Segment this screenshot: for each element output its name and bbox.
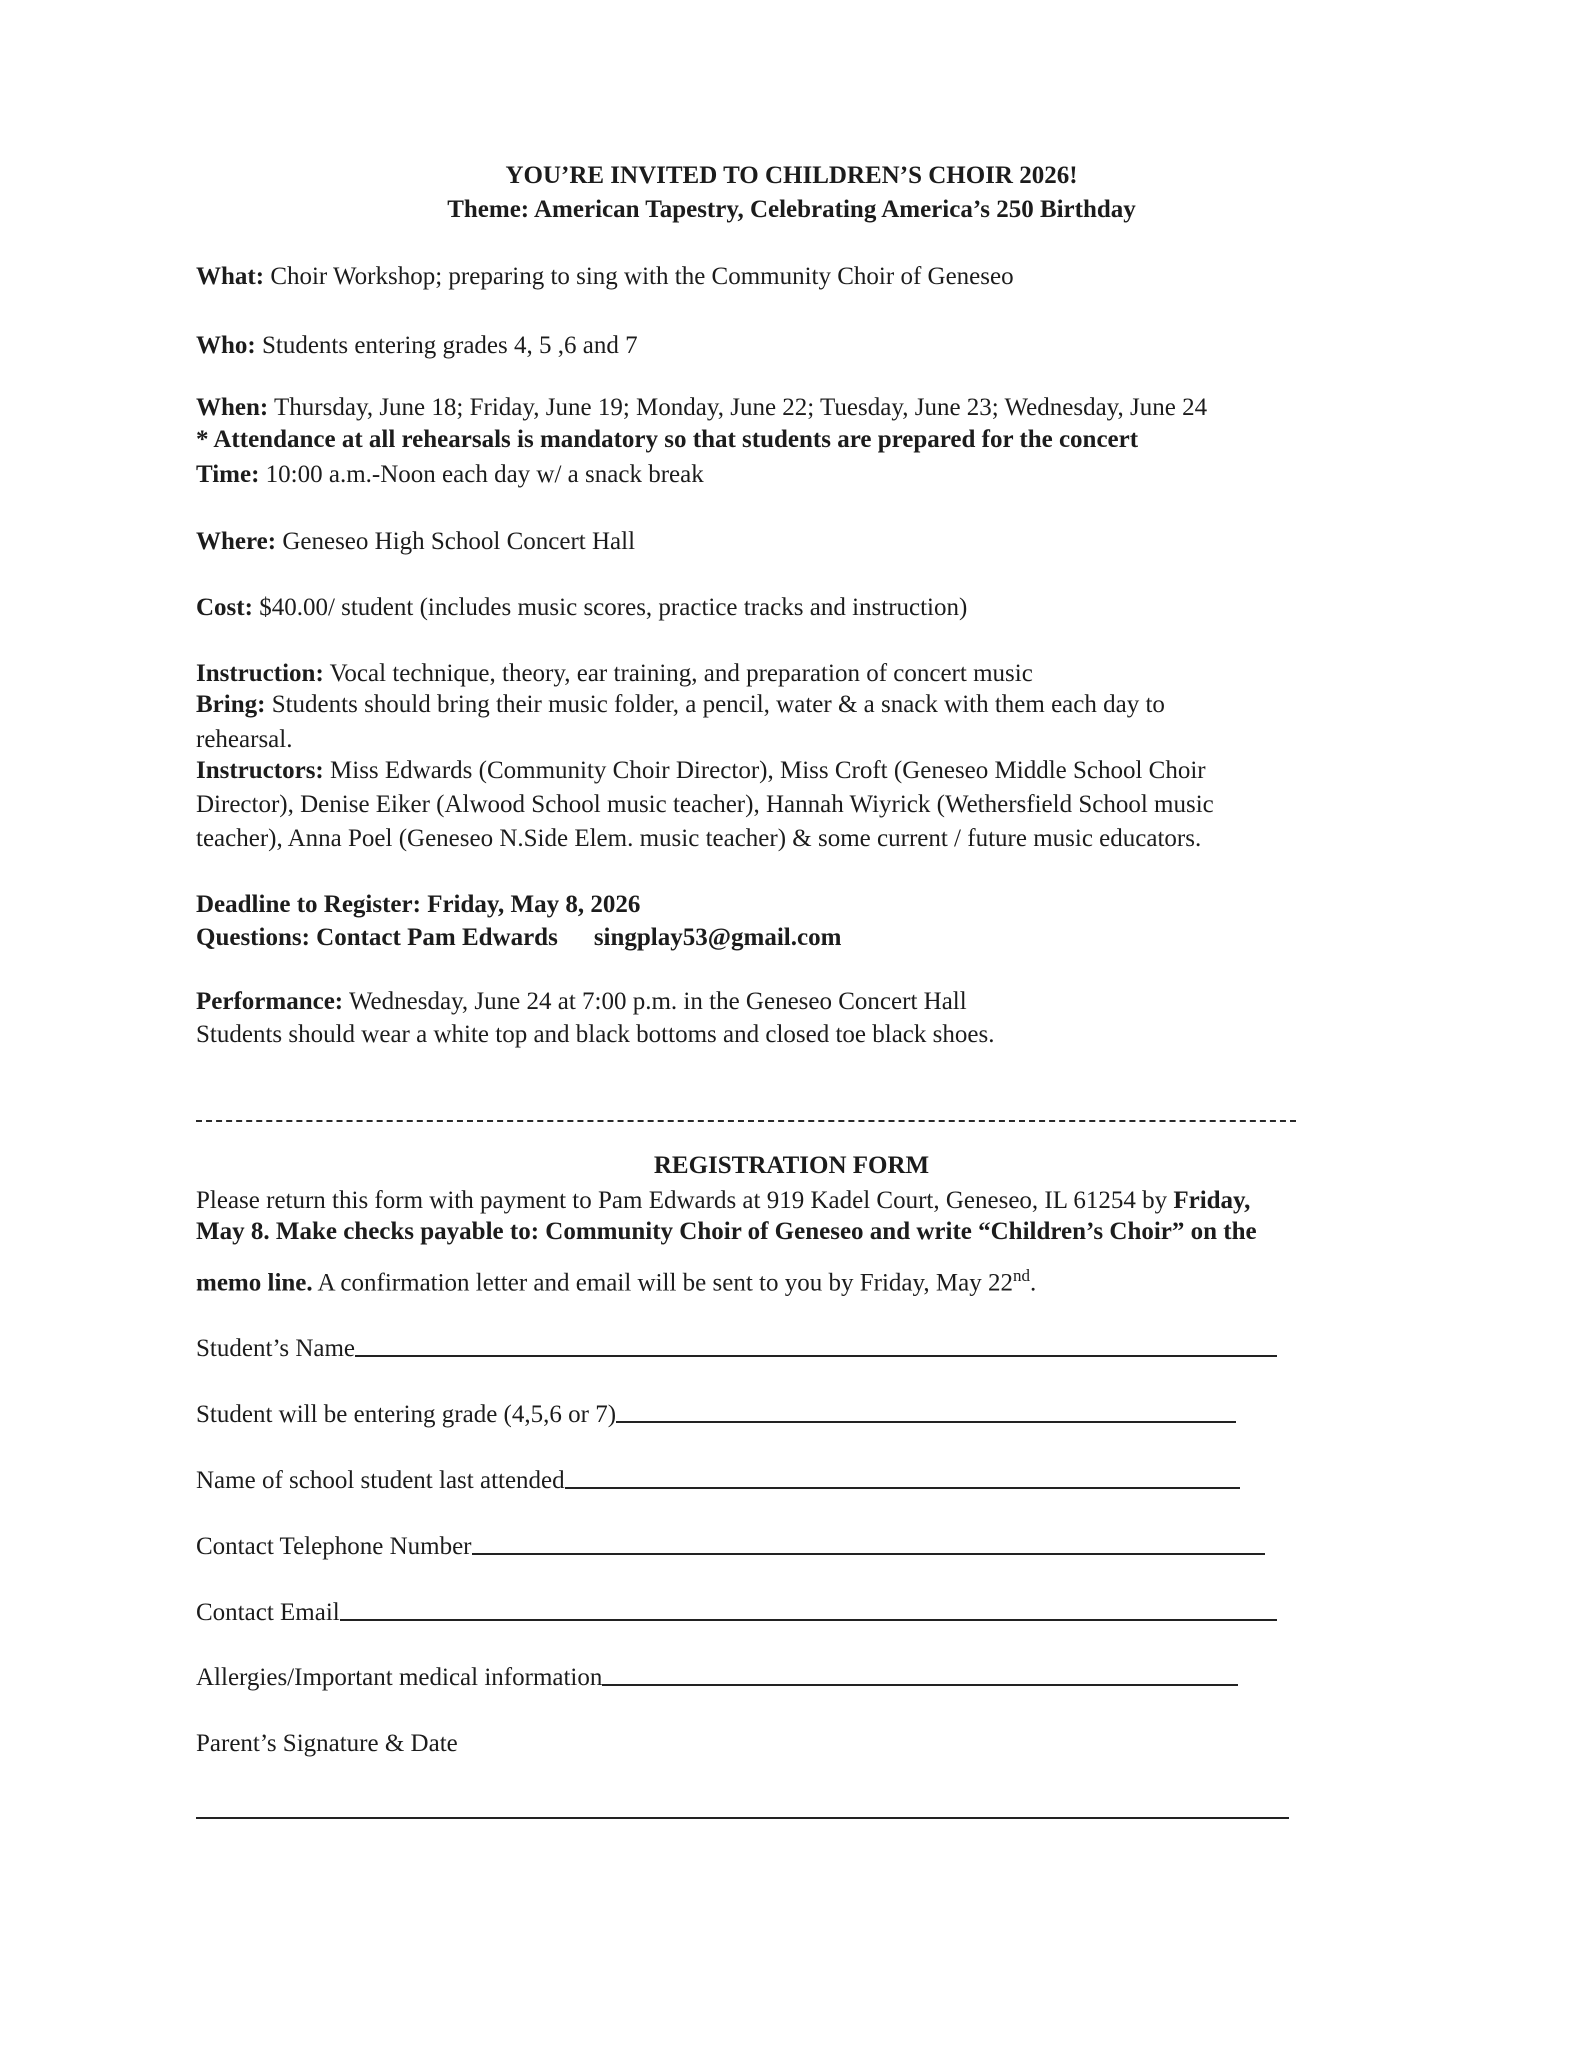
registration-instructions-1 [196,1187,1250,1215]
where-text: Geneseo High School Concert Hall [276,528,636,555]
registration-title: REGISTRATION FORM [653,1152,930,1179]
instructors-line [196,757,1206,785]
phone-label: Contact Telephone Number [196,1533,472,1560]
what-text: Choir Workshop; preparing to sing with the Community Choir of Geneseo [264,263,1014,290]
where-line [196,528,635,556]
instructors-line-3: teacher), Anna Poel (Geneseo N.Side Elem. music teacher) & some current / future music educators. [196,825,1202,852]
instruction-text: Vocal technique, theory, ear training, and preparation of concert music [323,660,1033,687]
cut-line-divider [196,1120,1296,1122]
grade-label: Student will be entering grade (4,5,6 or 7) [196,1401,617,1428]
cost-line [196,594,967,622]
registration-instr-1a: Please return this form with payment to Pam Edwards at 919 Kadel Court, Geneseo, IL 61254 by [196,1187,1174,1214]
registration-instr-3c: nd [1012,1266,1030,1285]
registration-instr-3b: A confirmation letter and email will be sent to you by Friday, May 22 [312,1269,1013,1297]
email-line[interactable] [340,1619,1277,1621]
registration-instr-3d: . [1029,1269,1037,1297]
what-label: What: [196,263,265,290]
allergies-label: Allergies/Important medical information [196,1664,603,1691]
student-name-line[interactable] [355,1355,1277,1357]
phone-field[interactable] [196,1533,1265,1561]
signature-label: Parent’s Signature & Date [196,1730,458,1757]
questions-line [196,924,841,952]
grade-field[interactable] [196,1401,1236,1429]
registration-instructions-2: May 8. Make checks payable to: Community Choir of Geneseo and write “Children’s Choir” on the [196,1218,1257,1245]
registration-instructions-3 [196,1266,1036,1297]
instruction-label: Instruction: [196,660,324,687]
email-label: Contact Email [196,1599,340,1626]
allergies-field[interactable] [196,1664,1238,1692]
instructors-line-2: Director), Denise Eiker (Alwood School music teacher), Hannah Wiyrick (Wethersfield School music [196,791,1214,818]
time-label: Time: [196,461,260,488]
student-name-field[interactable] [196,1335,1277,1363]
page-theme: Theme: American Tapestry, Celebrating America’s 250 Birthday [447,196,1136,223]
when-text: Thursday, June 18; Friday, June 19; Monday, June 22; Tuesday, June 23; Wednesday, June 24 [268,394,1208,421]
student-name-label: Student’s Name [196,1335,356,1362]
registration-instr-1b: Friday, [1173,1187,1251,1214]
deadline: Deadline to Register: Friday, May 8, 2026 [196,891,641,918]
bring-text: Students should bring their music folder, a pencil, water & a snack with them each day to [265,691,1165,718]
performance-line [196,988,967,1016]
instructors-label: Instructors: [196,757,324,784]
questions-label: Questions: Contact Pam Edwards [196,924,558,951]
bring-line [196,691,1165,719]
cost-text: $40.00/ student (includes music scores, practice tracks and instruction) [252,594,968,621]
cost-label: Cost: [196,594,253,621]
when-line [196,394,1207,422]
email-field[interactable] [196,1599,1277,1627]
school-label: Name of school student last attended [196,1467,565,1494]
time-line [196,461,704,489]
bring-line-2: rehearsal. [196,726,293,753]
who-text: Students entering grades 4, 5 ,6 and 7 [255,332,638,359]
bring-label: Bring: [196,691,266,718]
where-label: Where: [196,528,277,555]
instruction-line [196,660,1033,688]
instructors-text: Miss Edwards (Community Choir Director), Miss Croft (Geneseo Middle School Choir [323,757,1206,784]
performance-label: Performance: [196,988,344,1015]
performance-text: Wednesday, June 24 at 7:00 p.m. in the Geneseo Concert Hall [343,988,967,1015]
grade-line[interactable] [616,1421,1236,1423]
registration-instr-3a: memo line. [196,1269,313,1297]
when-label: When: [196,394,269,421]
phone-line[interactable] [472,1553,1265,1555]
questions-email[interactable]: singplay53@gmail.com [593,924,842,951]
school-field[interactable] [196,1467,1240,1495]
school-line[interactable] [565,1487,1240,1489]
what-line [196,263,1014,291]
who-line [196,332,638,360]
signature-line[interactable] [196,1817,1289,1819]
allergies-line[interactable] [602,1684,1238,1686]
page-title: YOU’RE INVITED TO CHILDREN’S CHOIR 2026! [505,162,1078,189]
attire-line: Students should wear a white top and black bottoms and closed toe black shoes. [196,1021,995,1048]
who-label: Who: [196,332,256,359]
time-text: 10:00 a.m.-Noon each day w/ a snack break [259,461,704,488]
attendance-note: * Attendance at all rehearsals is mandatory so that students are prepared for the concert [196,426,1139,453]
